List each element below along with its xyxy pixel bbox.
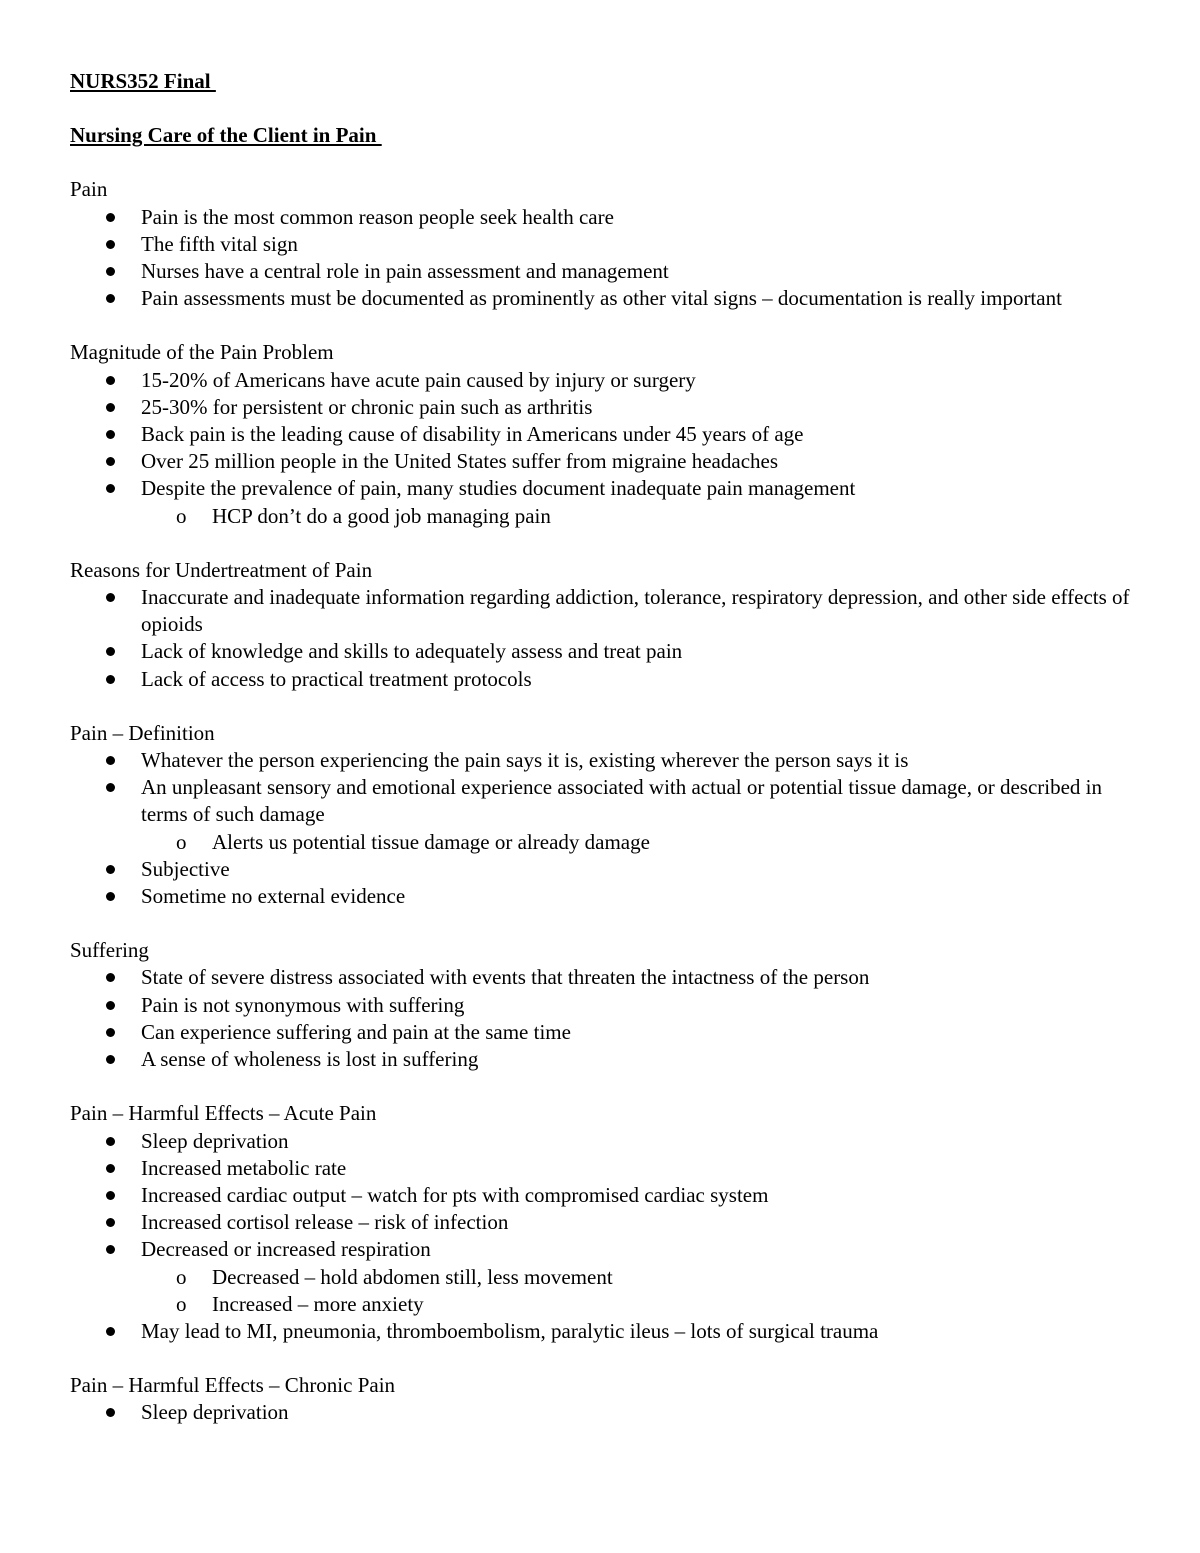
- bullet-item: [70, 666, 1130, 693]
- bullet-text: State of severe distress associated with events that threaten the intactness of the person: [141, 965, 870, 990]
- bullet-text: Lack of knowledge and skills to adequately assess and treat pain: [141, 639, 683, 664]
- bullet-item: [70, 1399, 1130, 1426]
- bullet-list: [70, 1128, 1130, 1346]
- bullet-text: 15-20% of Americans have acute pain caused by injury or surgery: [141, 367, 696, 392]
- sub-bullet-text: Decreased – hold abdomen still, less movement: [212, 1264, 613, 1289]
- bullet-dot-icon: [106, 213, 115, 222]
- section: [70, 937, 1130, 1073]
- bullet-text: 25-30% for persistent or chronic pain such as arthritis: [141, 394, 593, 419]
- section: [70, 720, 1130, 910]
- section-heading: Magnitude of the Pain Problem: [70, 340, 334, 365]
- bullet-dot-icon: [106, 675, 115, 684]
- bullet-text: Pain is not synonymous with suffering: [141, 992, 465, 1017]
- bullet-item: [70, 285, 1130, 312]
- bullet-item: [70, 1182, 1130, 1209]
- section: [70, 1100, 1130, 1345]
- sub-bullet-item: [141, 1291, 1130, 1318]
- bullet-item: [70, 394, 1130, 421]
- bullet-text: Increased metabolic rate: [141, 1155, 347, 1180]
- bullet-item: [70, 1046, 1130, 1073]
- bullet-list: [70, 964, 1130, 1073]
- section: [70, 1372, 1130, 1426]
- bullet-text: Increased cortisol release – risk of infection: [141, 1210, 509, 1235]
- bullet-dot-icon: [106, 1001, 115, 1010]
- bullet-dot-icon: [106, 1137, 115, 1146]
- section-heading: Pain: [70, 177, 108, 202]
- sub-bullet-text: Increased – more anxiety: [212, 1291, 424, 1316]
- bullet-item: [70, 448, 1130, 475]
- bullet-item: [70, 964, 1130, 991]
- bullet-dot-icon: [106, 430, 115, 439]
- sub-bullet-text: HCP don’t do a good job managing pain: [212, 503, 551, 528]
- bullet-item: [70, 856, 1130, 883]
- bullet-list: [70, 204, 1130, 313]
- bullet-item: [70, 1318, 1130, 1345]
- bullet-dot-icon: [106, 403, 115, 412]
- section-heading: Pain – Harmful Effects – Acute Pain: [70, 1101, 377, 1126]
- bullet-text: Back pain is the leading cause of disability in Americans under 45 years of age: [141, 422, 804, 447]
- bullet-item: [70, 421, 1130, 448]
- bullet-list: [70, 584, 1130, 693]
- bullet-text: Lack of access to practical treatment protocols: [141, 666, 532, 691]
- bullet-text: Nurses have a central role in pain assessment and management: [141, 259, 669, 284]
- bullet-item: [70, 367, 1130, 394]
- bullet-dot-icon: [106, 1327, 115, 1336]
- bullet-text: Decreased or increased respiration: [141, 1237, 431, 1262]
- hollow-bullet-icon: o: [176, 1291, 187, 1316]
- bullet-list: [70, 1399, 1130, 1426]
- hollow-bullet-icon: o: [176, 1264, 187, 1289]
- bullet-text: Inaccurate and inadequate information regarding addiction, tolerance, respiratory depression, and other side effects of opioids: [141, 585, 1130, 637]
- bullet-text: An unpleasant sensory and emotional experience associated with actual or potential tissue damage, or described in terms of such damage: [141, 775, 1103, 827]
- bullet-dot-icon: [106, 484, 115, 493]
- bullet-dot-icon: [106, 267, 115, 276]
- bullet-text: Pain assessments must be documented as prominently as other vital signs – documentation is really important: [141, 286, 1062, 311]
- section-heading: Suffering: [70, 938, 149, 963]
- bullet-text: Pain is the most common reason people seek health care: [141, 204, 614, 229]
- bullet-text: A sense of wholeness is lost in suffering: [141, 1047, 479, 1072]
- bullet-item: [70, 231, 1130, 258]
- bullet-text: Over 25 million people in the United States suffer from migraine headaches: [141, 449, 779, 474]
- bullet-dot-icon: [106, 1218, 115, 1227]
- sub-bullet-list: [141, 1264, 1130, 1318]
- bullet-item: [70, 992, 1130, 1019]
- bullet-dot-icon: [106, 647, 115, 656]
- bullet-item: [70, 1019, 1130, 1046]
- bullet-dot-icon: [106, 973, 115, 982]
- bullet-dot-icon: [106, 457, 115, 466]
- bullet-list: [70, 747, 1130, 910]
- bullet-text: Sleep deprivation: [141, 1400, 289, 1425]
- bullet-item: [70, 258, 1130, 285]
- bullet-dot-icon: [106, 756, 115, 765]
- bullet-dot-icon: [106, 892, 115, 901]
- bullet-item: [70, 1128, 1130, 1155]
- bullet-dot-icon: [106, 1245, 115, 1254]
- bullet-text: Whatever the person experiencing the pain says it is, existing wherever the person says it is: [141, 748, 909, 773]
- bullet-item: [70, 774, 1130, 856]
- document-subtitle: Nursing Care of the Client in Pain: [70, 123, 382, 148]
- bullet-item: [70, 883, 1130, 910]
- bullet-list: [70, 367, 1130, 530]
- bullet-text: Can experience suffering and pain at the same time: [141, 1019, 571, 1044]
- bullet-text: May lead to MI, pneumonia, thromboembolism, paralytic ileus – lots of surgical trauma: [141, 1318, 879, 1343]
- document-title: NURS352 Final: [70, 69, 216, 93]
- bullet-item: [70, 1209, 1130, 1236]
- bullet-dot-icon: [106, 1408, 115, 1417]
- bullet-dot-icon: [106, 240, 115, 249]
- bullet-dot-icon: [106, 783, 115, 792]
- bullet-text: Subjective: [141, 856, 230, 881]
- bullet-item: [70, 475, 1130, 529]
- bullet-item: [70, 1236, 1130, 1318]
- bullet-text: Increased cardiac output – watch for pts with compromised cardiac system: [141, 1182, 769, 1207]
- bullet-text: Sleep deprivation: [141, 1128, 289, 1153]
- section: [70, 176, 1130, 312]
- sub-bullet-item: [141, 829, 1130, 856]
- section: [70, 557, 1130, 693]
- bullet-text: Sometime no external evidence: [141, 884, 406, 909]
- bullet-dot-icon: [106, 1191, 115, 1200]
- document-page: [70, 68, 1130, 1454]
- bullet-item: [70, 747, 1130, 774]
- section: [70, 339, 1130, 529]
- bullet-item: [70, 638, 1130, 665]
- sub-bullet-item: [141, 1264, 1130, 1291]
- hollow-bullet-icon: o: [176, 503, 187, 528]
- bullet-text: Despite the prevalence of pain, many studies document inadequate pain management: [141, 476, 856, 501]
- sub-bullet-item: [141, 503, 1130, 530]
- section-heading: Pain – Definition: [70, 720, 215, 745]
- hollow-bullet-icon: o: [176, 829, 187, 854]
- bullet-item: [70, 1155, 1130, 1182]
- document-body: [70, 176, 1130, 1426]
- sub-bullet-list: [141, 503, 1130, 530]
- sub-bullet-text: Alerts us potential tissue damage or already damage: [212, 829, 650, 854]
- bullet-dot-icon: [106, 294, 115, 303]
- bullet-dot-icon: [106, 1055, 115, 1064]
- bullet-dot-icon: [106, 1028, 115, 1037]
- bullet-item: [70, 584, 1130, 638]
- bullet-dot-icon: [106, 865, 115, 874]
- bullet-text: The fifth vital sign: [141, 231, 298, 256]
- sub-bullet-list: [141, 829, 1130, 856]
- bullet-dot-icon: [106, 1164, 115, 1173]
- section-heading: Reasons for Undertreatment of Pain: [70, 557, 373, 582]
- bullet-dot-icon: [106, 376, 115, 385]
- bullet-dot-icon: [106, 593, 115, 602]
- bullet-item: [70, 204, 1130, 231]
- section-heading: Pain – Harmful Effects – Chronic Pain: [70, 1373, 396, 1398]
